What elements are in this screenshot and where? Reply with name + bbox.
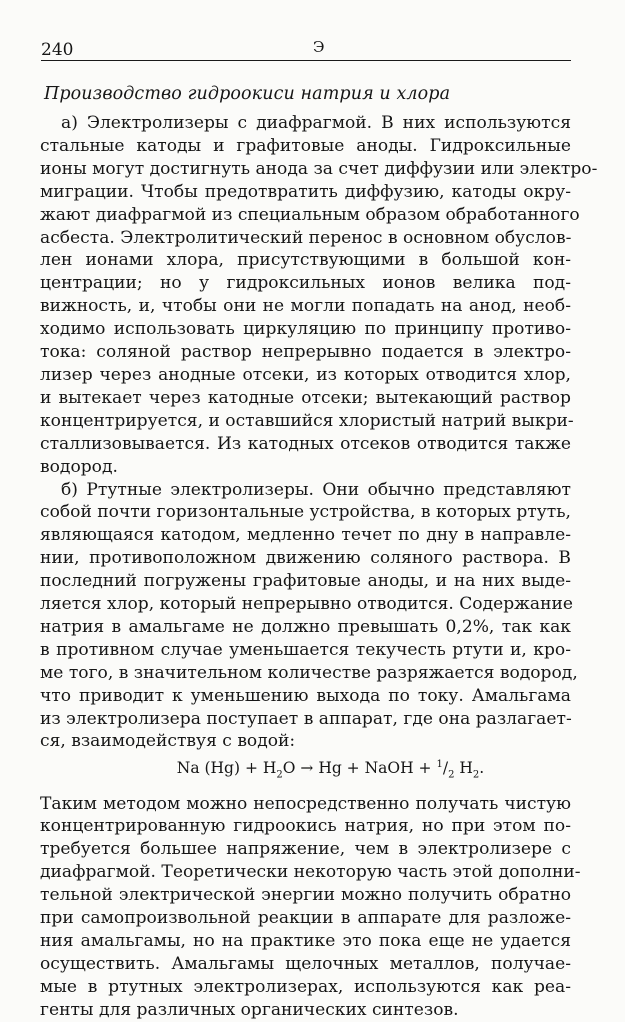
text-line: лизер через анодные отсеки, из которых отводится хлор, — [40, 364, 571, 385]
text-line: жают диафрагмой из специальным образом обработанного — [40, 204, 580, 225]
text-line: водород. — [40, 456, 118, 477]
text-line: тока: соляной раствор непрерывно подается в электро- — [40, 342, 571, 363]
text-line: последний погружены графитовые аноды, и на них выде- — [40, 571, 571, 592]
text-line: что приводит к уменьшению выхода по току. Амальгама — [40, 685, 571, 706]
text-line: лен ионами хлора, присутствующими в большой кон- — [40, 250, 571, 271]
text-line: б) Ртутные электролизеры. Они обычно представляют — [61, 479, 571, 500]
text-line: вижность, и, чтобы они не могли попадать на анод, необ- — [40, 296, 571, 317]
page-header — [41, 38, 571, 61]
text-line: центрации; но у гидроксильных ионов велика под- — [40, 273, 571, 294]
text-line: а) Электролизеры с диафрагмой. В них используются — [61, 113, 571, 133]
text-line: тельной электрической энергии можно получить обратно — [40, 885, 571, 906]
text-line: при самопроизвольной реакции в аппарате для разложе- — [40, 908, 571, 929]
text-line: требуется большее напряжение, чем в электролизере с — [40, 839, 571, 860]
paragraph-b — [40, 479, 578, 754]
text-line: сталлизовывается. Из катодных отсеков отводится также — [40, 433, 571, 454]
text-line: мые в ртутных электролизерах, используются как реа- — [40, 976, 571, 997]
text-line: ляется хлор, который непрерывно отводится. Содержание — [40, 594, 573, 615]
text-line: ме того, в значительном количестве разряжается водород, — [40, 662, 578, 683]
page-number: 240 — [41, 40, 74, 60]
text-line: диафрагмой. Теоретически некоторую часть этой дополни- — [40, 862, 581, 883]
text-line: стальные катоды и графитовые аноды. Гидроксильные — [40, 135, 571, 156]
text-line: миграции. Чтобы предотвратить диффузию, катоды окру- — [40, 181, 571, 202]
text-line: натрия в амальгаме не должно превышать 0,2%, так как — [40, 616, 571, 637]
chemical-equation: Na $(Hg) + H_2O \to Hg$ + NaOH + $^1/_2$ $H_2$. — [176, 759, 485, 781]
text-line: Таким методом можно непосредственно получать чистую — [40, 793, 571, 814]
body-text — [40, 112, 598, 1022]
text-line: ния амальгамы, но на практике это пока еще не удается — [40, 930, 571, 951]
paragraph-a — [40, 112, 598, 479]
text-line: и вытекает через катодные отсеки; вытекающий раствор — [40, 387, 571, 408]
text-line: концентрированную гидроокись натрия, но при этом по- — [40, 816, 571, 837]
text-line: в противном случае уменьшается текучесть ртути и, кро- — [40, 639, 571, 660]
text-line: ионы могут достигнуть анода за счет диффузии или электро- — [40, 158, 598, 179]
text-line: ходимо использовать циркуляцию по принципу противо- — [40, 319, 571, 340]
text-line: являющаяся катодом, медленно течет по дну в направле- — [40, 525, 571, 546]
paragraph-c — [40, 793, 581, 1022]
text-line: собой почти горизонтальные устройства, в которых ртуть, — [40, 502, 571, 523]
text-line: ся, взаимодействуя с водой: — [40, 731, 296, 752]
text-line: асбеста. Электролитический перенос в основном обуслов- — [40, 227, 572, 248]
text-line: концентрируется, и оставшийся хлористый натрий выкри- — [40, 410, 574, 431]
text-line: осуществить. Амальгамы щелочных металлов, получае- — [40, 953, 571, 974]
text-line: из электролизера поступает в аппарат, где она разлагает- — [40, 708, 572, 729]
text-line: нии, противоположном движению соляного раствора. В — [40, 548, 571, 569]
running-head: Э — [313, 38, 325, 56]
section-title: Производство гидроокиси натрия и хлора — [44, 84, 451, 104]
text-line: генты для различных органических синтезов. — [40, 999, 459, 1020]
